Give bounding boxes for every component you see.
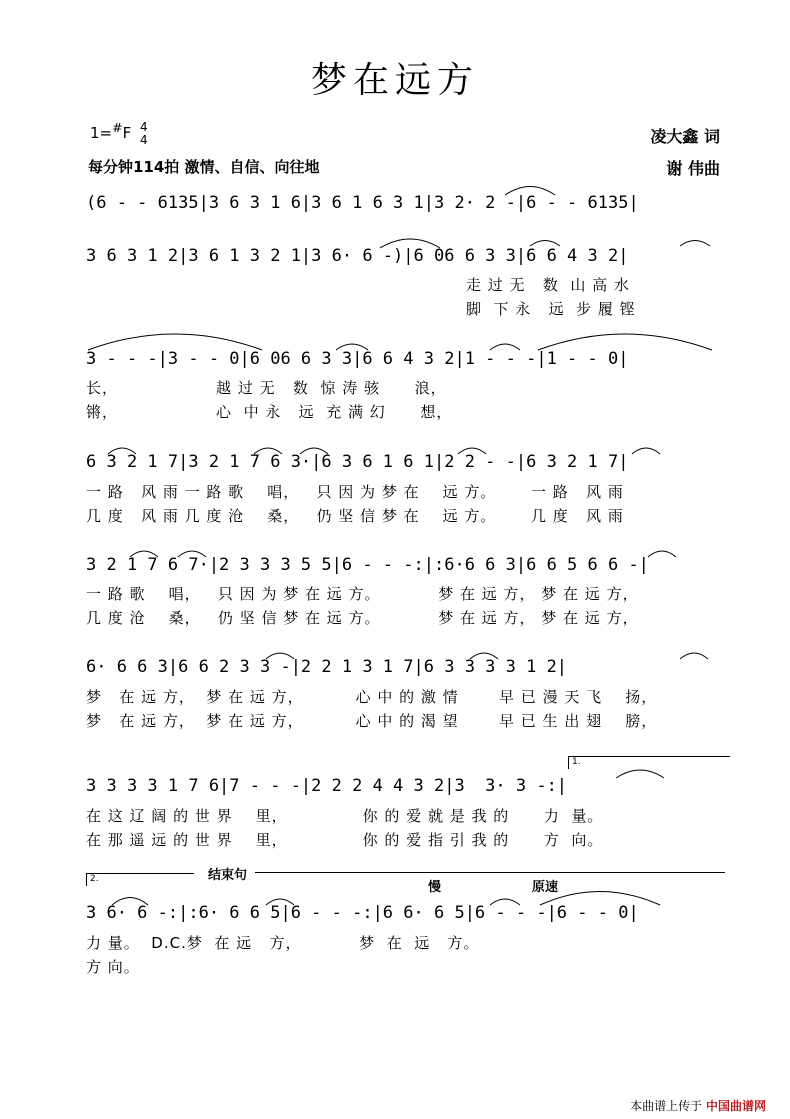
score-row-1-notes: (6 - - 6135|3 6 3 1 6|3 6 1 6 3 1|3 2· 2 -|6 - - 6135| bbox=[86, 193, 639, 213]
score-row-8-lyric-verse1: 力 量。 D.C.梦 在 远 方， 梦 在 远 方。 bbox=[86, 934, 480, 952]
original-tempo-mark: 原速 bbox=[532, 880, 559, 895]
lyricist-credit: 凌大鑫 词 bbox=[650, 127, 720, 146]
score-row-3-lyric-verse1: 长， 越 过 无 数 惊 涛 骇 浪， bbox=[86, 379, 447, 397]
tie-arc bbox=[108, 448, 136, 454]
key-note: F bbox=[122, 124, 132, 142]
time-unit: 4 bbox=[140, 132, 148, 147]
site-footer bbox=[630, 1097, 766, 1114]
volta-1-bracket: 1. bbox=[568, 756, 730, 769]
tempo-marking: 每分钟114拍 激情、自信、向往地 bbox=[88, 158, 320, 176]
score-row-2-lyric-verse2: 脚 下 永 远 步 履 铿 bbox=[466, 300, 636, 318]
tie-arc bbox=[458, 448, 486, 454]
score-row-8-notes: 3 6· 6 -:|:6· 6 6 5|6 - - -:|6 6· 6 5|6 - - -|6 - - 0| bbox=[86, 903, 639, 923]
score-row-3-lyric-verse2: 锵， 心 中 永 远 充 满 幻 想， bbox=[86, 403, 453, 421]
score-row-4-lyric-verse1: 一 路 风 雨 一 路 歌 唱， 只 因 为 梦 在 远 方。 一 路 风 雨 bbox=[86, 483, 624, 501]
score-row-6-notes: 6· 6 6 3|6 6 2 3 3 -|2 2 1 3 1 7|6 3 3 3 3 1 2| bbox=[86, 657, 568, 677]
tie-arc bbox=[490, 899, 520, 905]
footer-text: 本曲谱上传于 bbox=[630, 1099, 706, 1113]
slow-mark: 慢 bbox=[428, 880, 442, 895]
score-row-7-lyric-verse2: 在 那 遥 远 的 世 界 里， 你 的 爱 指 引 我 的 方 向。 bbox=[86, 831, 604, 849]
tie-arc bbox=[88, 334, 262, 350]
score-row-2-lyric-verse1: 走 过 无 数 山 高 水 bbox=[466, 276, 630, 294]
site-logo-text[interactable]: 中国曲谱网 bbox=[705, 1099, 766, 1113]
tie-arc bbox=[530, 241, 560, 247]
score-row-7-notes: 3 3 3 3 1 7 6|7 - - -|2 2 2 4 4 3 2|3 3· 3 -:| bbox=[86, 776, 568, 796]
tie-arc bbox=[254, 448, 282, 454]
tie-arc bbox=[680, 653, 708, 659]
tie-arc bbox=[490, 344, 520, 350]
score-row-7-lyric-verse1: 在 这 辽 阔 的 世 界 里， 你 的 爱 就 是 我 的 力 量。 bbox=[86, 807, 604, 825]
tie-arc bbox=[266, 653, 294, 659]
tie-arc bbox=[266, 899, 294, 905]
composer-credit: 谢 伟曲 bbox=[666, 159, 720, 178]
tie-arc bbox=[470, 653, 498, 659]
tie-arc bbox=[178, 551, 206, 557]
tie-arc bbox=[300, 448, 328, 454]
score-row-2-notes: 3 6 3 1 2|3 6 1 3 2 1|3 6· 6 -)|6 06 6 3 3|6 6 4 3 2| bbox=[86, 246, 629, 266]
score-row-4-lyric-verse2: 几 度 风 雨 几 度 沧 桑， 仍 坚 信 梦 在 远 方。 几 度 风 雨 bbox=[86, 507, 624, 525]
score-row-6-lyric-verse2: 梦 在 远 方， 梦 在 远 方， 心 中 的 渴 望 早 已 生 出 翅 膀， bbox=[86, 712, 658, 730]
page-title: 梦在远方 bbox=[310, 60, 479, 101]
score-row-4-notes: 6 3 2 1 7|3 2 1 7 6 3·|6 3 6 1 6 1|2 2 - -|6 3 2 1 7| bbox=[86, 452, 629, 472]
score-row-5-lyric-verse2: 几 度 沧 桑， 仍 坚 信 梦 在 远 方。 梦 在 远 方， 梦 在 远 方， bbox=[86, 609, 639, 627]
tie-arc bbox=[336, 344, 368, 350]
score-row-5-notes: 3 2 1 7 6 7·|2 3 3 3 5 5|6 - - -:|:6·6 6 3|6 6 5 6 6 -| bbox=[86, 555, 649, 575]
tie-arc bbox=[632, 448, 660, 454]
time-beats: 4 bbox=[140, 119, 148, 134]
tie-arc bbox=[505, 187, 555, 196]
score-row-8-lyric-verse2: 方 向。 bbox=[86, 958, 140, 976]
tie-arc bbox=[112, 898, 148, 906]
tie-arc bbox=[540, 892, 660, 906]
tie-arc bbox=[380, 239, 440, 248]
key-prefix: 1= bbox=[90, 124, 113, 142]
tie-arc bbox=[648, 551, 676, 557]
score-row-5-lyric-verse1: 一 路 歌 唱， 只 因 为 梦 在 远 方。 梦 在 远 方， 梦 在 远 方， bbox=[86, 585, 639, 603]
score-row-3-notes: 3 - - -|3 - - 0|6 06 6 3 3|6 6 4 3 2|1 - - -|1 - - 0| bbox=[86, 349, 629, 369]
tie-arc bbox=[130, 551, 158, 557]
sharp-sign: # bbox=[112, 120, 123, 135]
tie-arc bbox=[680, 241, 710, 247]
ending-label: 结束句 bbox=[204, 864, 251, 883]
tie-arc bbox=[538, 334, 712, 350]
volta-2-bracket: 2. bbox=[86, 873, 194, 886]
score-row-6-lyric-verse1: 梦 在 远 方， 梦 在 远 方， 心 中 的 激 情 早 已 漫 天 飞 扬， bbox=[86, 688, 658, 706]
tie-arc bbox=[616, 770, 664, 778]
